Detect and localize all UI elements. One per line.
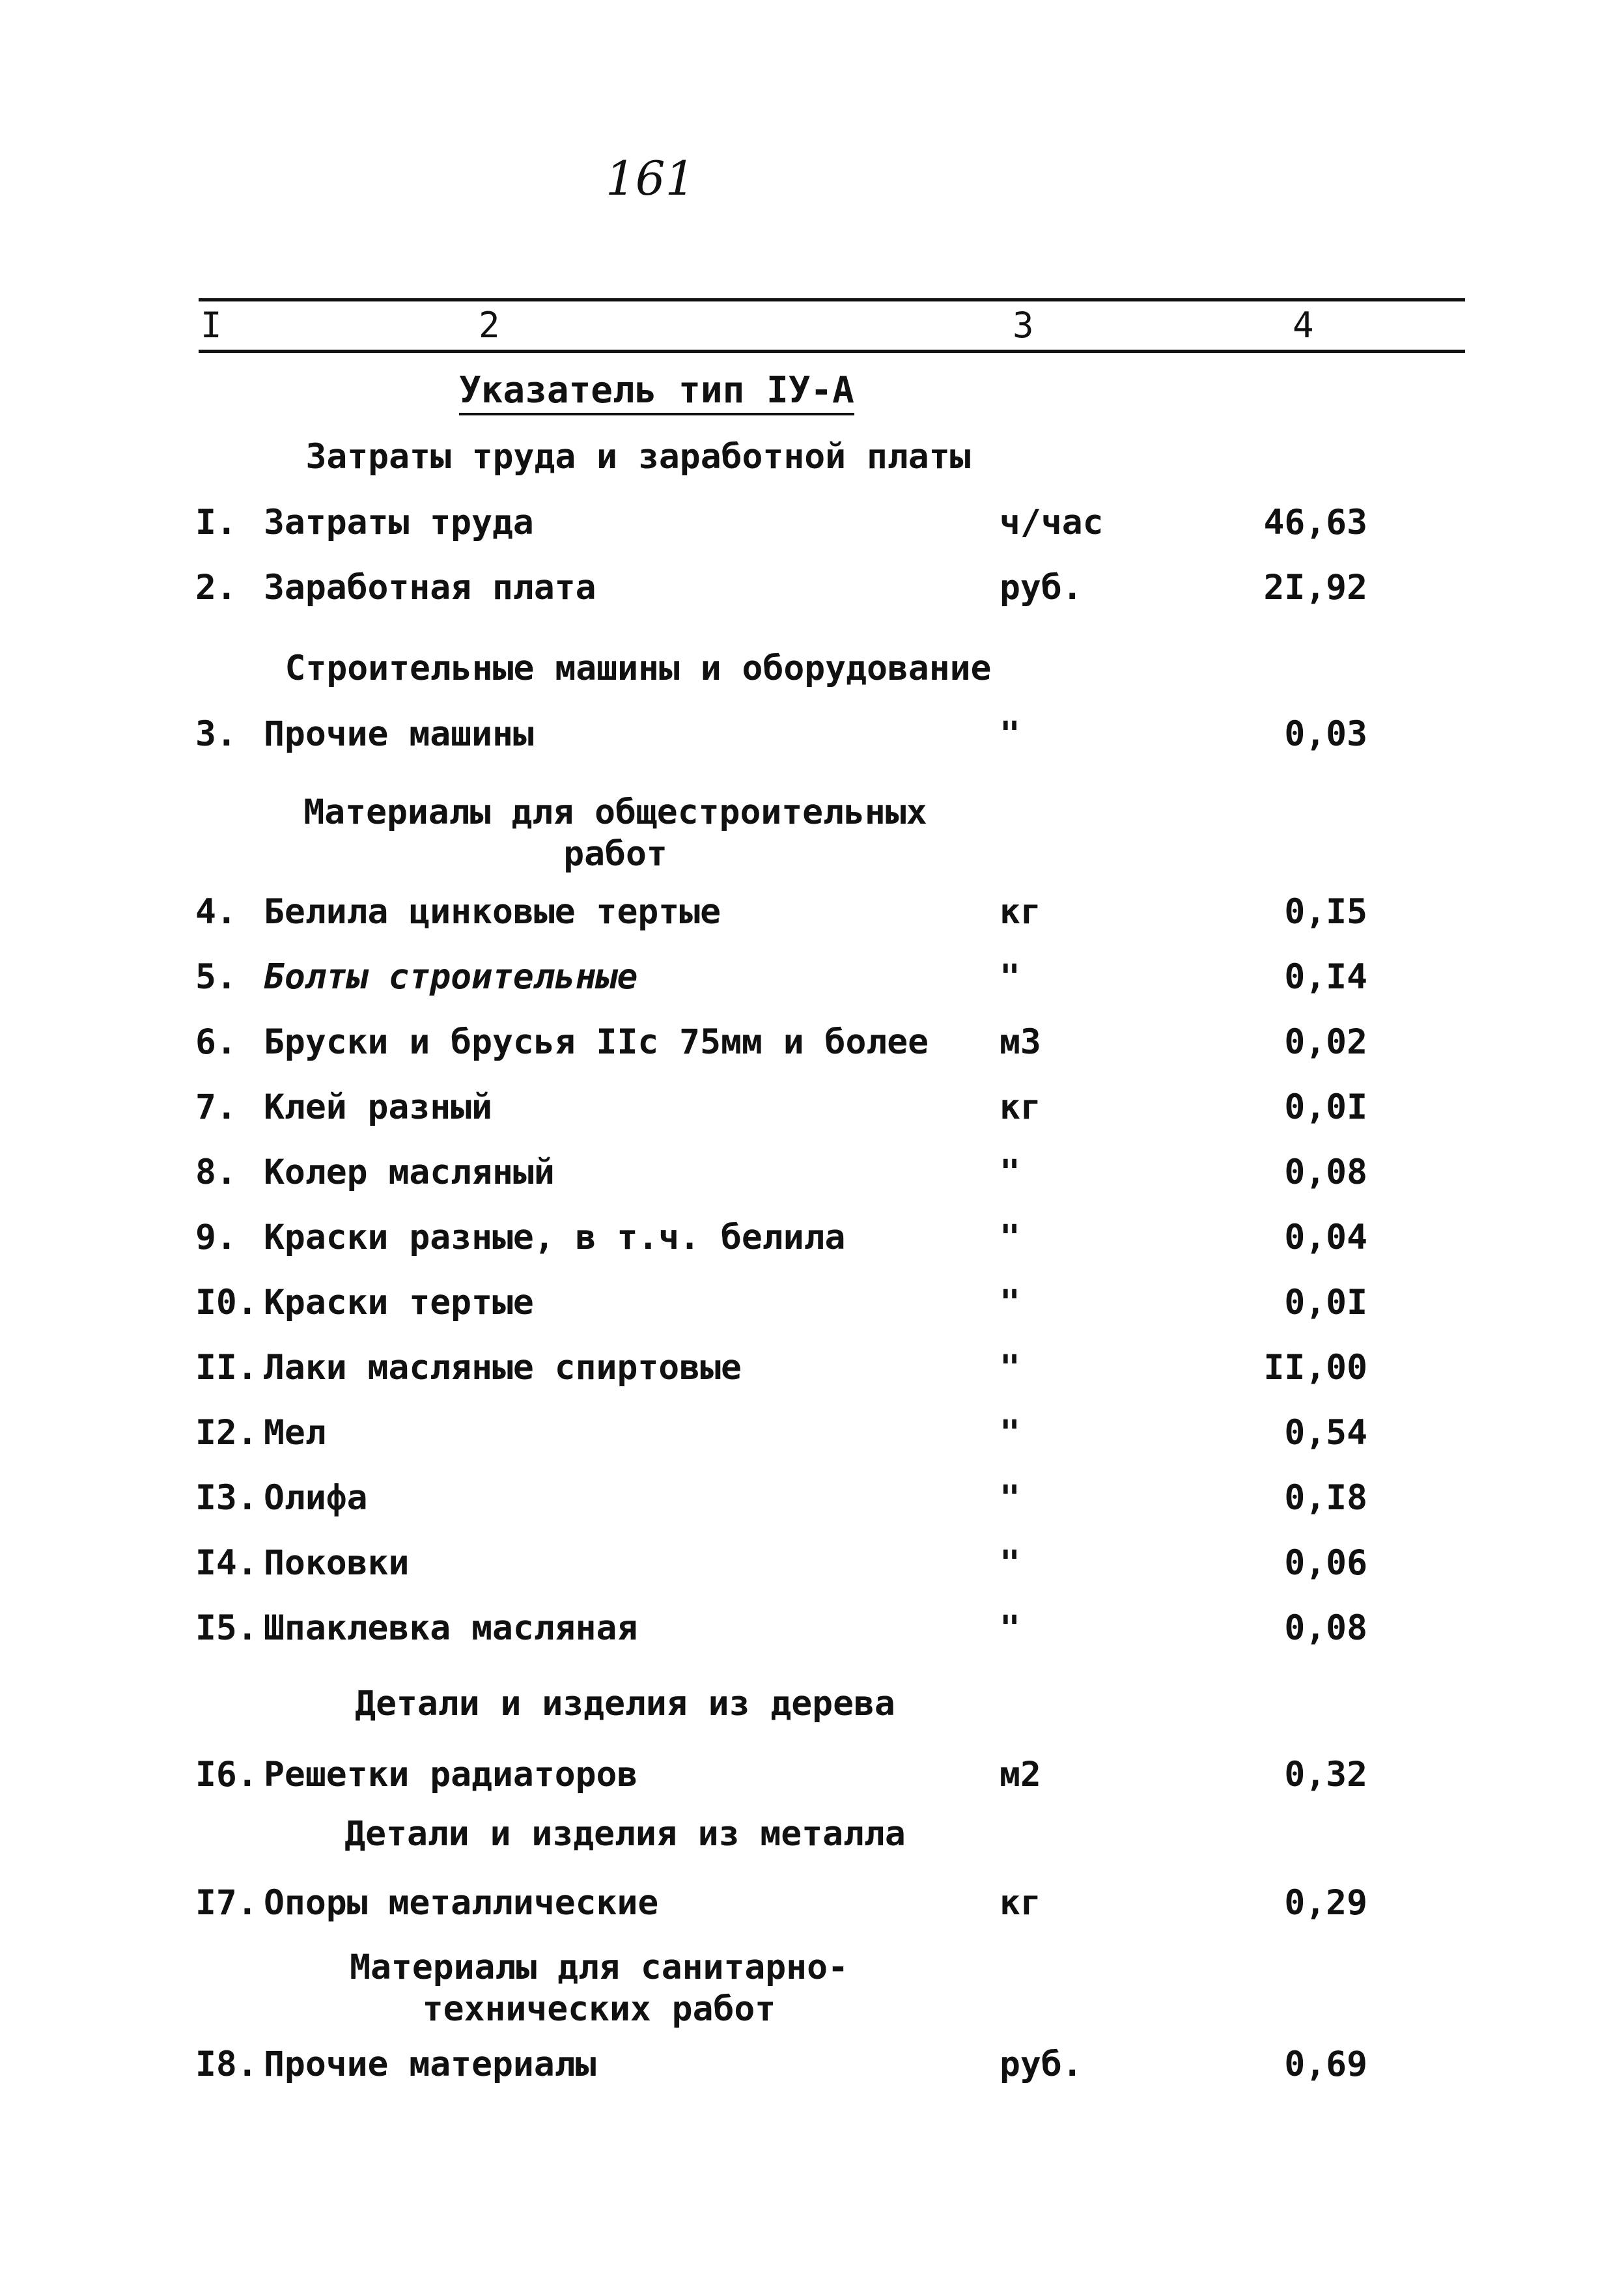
row-name: Прочие машины	[264, 714, 534, 754]
index-title: Указатель тип IУ-А	[459, 369, 854, 415]
row-name: Затраты труда	[264, 503, 534, 542]
row-number: I.	[195, 503, 237, 542]
table-row	[0, 1413, 1624, 1459]
table-row	[0, 1218, 1624, 1263]
row-unit: "	[1000, 1218, 1020, 1257]
row-value: 0,0I	[1284, 1283, 1367, 1322]
row-value: 0,06	[1284, 1543, 1367, 1583]
section-heading-metal-parts: Детали и изделия из металла	[344, 1814, 906, 1854]
row-name: Лаки масляные спиртовые	[264, 1348, 742, 1388]
table-row	[0, 1152, 1624, 1198]
table-row	[0, 1283, 1624, 1328]
row-name: Мел	[264, 1413, 326, 1453]
table-row	[0, 1883, 1624, 1929]
row-name: Краски тертые	[264, 1283, 534, 1322]
row-name: Колер масляный	[264, 1152, 555, 1192]
row-value: 0,I4	[1284, 957, 1367, 997]
table-header-rule	[199, 350, 1465, 353]
row-number: I4.	[195, 1543, 258, 1583]
row-value: 0,04	[1284, 1218, 1367, 1257]
row-number: 3.	[195, 714, 237, 754]
row-unit: кг	[1000, 1883, 1041, 1923]
section-heading-sanitary-materials: Материалы для санитарно-технических работ	[350, 1948, 848, 2029]
row-number: I7.	[195, 1883, 258, 1923]
row-unit: "	[1000, 1152, 1020, 1192]
table-row	[0, 957, 1624, 1003]
row-value: 0,54	[1284, 1413, 1367, 1453]
row-name: Шпаклевка масляная	[264, 1608, 638, 1648]
row-value: 0,32	[1284, 1755, 1367, 1794]
row-number: 7.	[195, 1087, 237, 1127]
row-value: 0,I8	[1284, 1478, 1367, 1518]
row-unit: "	[1000, 1283, 1020, 1322]
row-value: II,00	[1263, 1348, 1367, 1388]
table-row	[0, 2045, 1624, 2090]
row-name: Белила цинковые тертые	[264, 892, 721, 932]
row-number: 5.	[195, 957, 237, 997]
table-top-rule	[199, 298, 1465, 301]
row-unit: "	[1000, 1348, 1020, 1388]
row-name: Заработная плата	[264, 568, 596, 607]
row-number: 8.	[195, 1152, 237, 1192]
section-heading-labor: Затраты труда и заработной платы	[305, 437, 971, 477]
row-name: Решетки радиаторов	[264, 1755, 638, 1794]
row-unit: "	[1000, 1413, 1020, 1453]
section-heading-machines: Строительные машины и оборудование	[285, 649, 992, 688]
row-name: Клей разный	[264, 1087, 492, 1127]
row-name: Поковки	[264, 1543, 410, 1583]
row-value: 0,0I	[1284, 1087, 1367, 1127]
row-name: Олифа	[264, 1478, 368, 1518]
row-number: 4.	[195, 892, 237, 932]
column-header-3: 3	[1013, 305, 1034, 346]
row-number: I5.	[195, 1608, 258, 1648]
table-row	[0, 892, 1624, 938]
row-unit: м3	[1000, 1022, 1041, 1062]
table-row	[0, 1022, 1624, 1068]
row-unit: "	[1000, 1543, 1020, 1583]
row-unit: "	[1000, 714, 1020, 754]
row-value: 0,02	[1284, 1022, 1367, 1062]
row-name: Болты строительные	[264, 957, 638, 997]
row-unit: ч/час	[1000, 503, 1104, 542]
row-number: I2.	[195, 1413, 258, 1453]
section-heading-wood-parts: Детали и изделия из дерева	[355, 1684, 895, 1724]
row-number: 6.	[195, 1022, 237, 1062]
row-number: I3.	[195, 1478, 258, 1518]
row-number: I8.	[195, 2045, 258, 2084]
row-name: Прочие материалы	[264, 2045, 596, 2084]
row-name: Опоры металлические	[264, 1883, 659, 1923]
page-number: 161	[606, 151, 695, 206]
table-row	[0, 1608, 1624, 1654]
row-name: Краски разные, в т.ч. белила	[264, 1218, 846, 1257]
column-header-4: 4	[1293, 305, 1314, 346]
table-row	[0, 503, 1624, 548]
row-value: 0,08	[1284, 1608, 1367, 1648]
row-value: 0,69	[1284, 2045, 1367, 2084]
row-number: 2.	[195, 568, 237, 607]
table-row	[0, 1087, 1624, 1133]
row-number: I6.	[195, 1755, 258, 1794]
row-unit: м2	[1000, 1755, 1041, 1794]
row-unit: "	[1000, 1478, 1020, 1518]
row-value: 0,08	[1284, 1152, 1367, 1192]
table-row	[0, 714, 1624, 760]
row-value: 2I,92	[1263, 568, 1367, 607]
row-unit: "	[1000, 957, 1020, 997]
table-row	[0, 568, 1624, 613]
table-row	[0, 1543, 1624, 1589]
row-unit: "	[1000, 1608, 1020, 1648]
row-unit: кг	[1000, 1087, 1041, 1127]
row-value: 0,29	[1284, 1883, 1367, 1923]
row-number: II.	[195, 1348, 258, 1388]
row-unit: кг	[1000, 892, 1041, 932]
row-value: 0,03	[1284, 714, 1367, 754]
section-heading-general-materials: Материалы для общестроительных работ	[303, 792, 927, 874]
table-row	[0, 1755, 1624, 1800]
table-row	[0, 1478, 1624, 1524]
row-unit: руб.	[1000, 2045, 1083, 2084]
column-header-1: I	[201, 305, 222, 346]
row-number: 9.	[195, 1218, 237, 1257]
row-number: I0.	[195, 1283, 258, 1322]
row-unit: руб.	[1000, 568, 1083, 607]
row-value: 46,63	[1263, 503, 1367, 542]
row-value: 0,I5	[1284, 892, 1367, 932]
table-row	[0, 1348, 1624, 1393]
column-header-2: 2	[479, 305, 500, 346]
row-name: Бруски и брусья IIс 75мм и более	[264, 1022, 929, 1062]
